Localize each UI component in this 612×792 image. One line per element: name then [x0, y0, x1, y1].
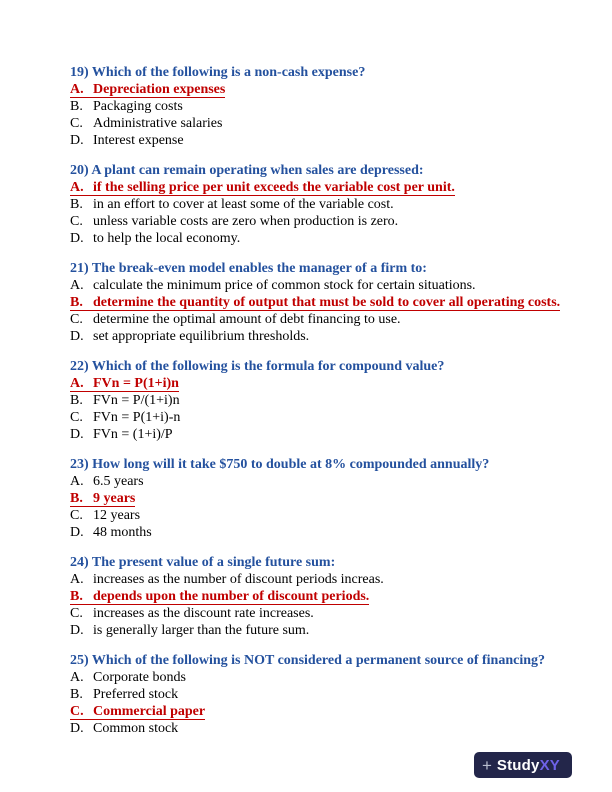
- question-number: 21): [70, 261, 89, 276]
- question-title: [70, 64, 570, 81]
- answer-option: [70, 132, 570, 149]
- answer-option: [70, 277, 570, 294]
- option-text: Packaging costs: [93, 99, 183, 114]
- answer-option: [70, 409, 570, 426]
- option-letter: B.: [70, 393, 83, 408]
- option-letter: D.: [70, 329, 84, 344]
- option-letter: C.: [70, 508, 83, 523]
- answer-option: [70, 375, 570, 392]
- plus-icon: +: [481, 755, 492, 775]
- option-text: increases as the discount rate increases.: [93, 606, 314, 621]
- option-text: set appropriate equilibrium thresholds.: [93, 329, 310, 344]
- question-title: [70, 554, 570, 571]
- option-letter: D.: [70, 231, 84, 246]
- question-number: 22): [70, 359, 89, 374]
- option-letter: C.: [70, 704, 84, 719]
- question-number: 20): [70, 163, 89, 178]
- option-letter: A.: [70, 474, 84, 489]
- option-letter: B.: [70, 589, 83, 604]
- answer-option: [70, 622, 570, 639]
- option-text: calculate the minimum price of common stock for certain situations.: [93, 278, 476, 293]
- question-text: The present value of a single future sum:: [91, 555, 336, 570]
- question-title: [70, 358, 570, 375]
- option-text: depends upon the number of discount periods.: [93, 589, 370, 604]
- option-letter: D.: [70, 721, 84, 736]
- option-letter: C.: [70, 410, 83, 425]
- answer-option: [70, 230, 570, 247]
- question-title: [70, 260, 570, 277]
- question-text: Which of the following is a non-cash expense?: [91, 65, 366, 80]
- answer-option: [70, 507, 570, 524]
- option-text: FVn = P(1+i)n: [93, 376, 179, 391]
- answer-option: [70, 686, 570, 703]
- question-number: 19): [70, 65, 89, 80]
- option-text: FVn = P(1+i)-n: [93, 410, 181, 425]
- question-block: [70, 162, 570, 247]
- option-letter: C.: [70, 214, 83, 229]
- option-letter: B.: [70, 687, 83, 702]
- option-text: Preferred stock: [93, 687, 179, 702]
- question-number: 25): [70, 653, 89, 668]
- option-letter: D.: [70, 133, 84, 148]
- question-title: [70, 652, 570, 669]
- answer-option: [70, 588, 570, 605]
- option-text: determine the quantity of output that must be sold to cover all operating costs.: [93, 295, 561, 310]
- option-text: determine the optimal amount of debt financing to use.: [93, 312, 401, 327]
- option-letter: A.: [70, 278, 84, 293]
- question-title: [70, 162, 570, 179]
- answer-option: [70, 294, 570, 311]
- option-letter: A.: [70, 376, 84, 391]
- question-number: 23): [70, 457, 89, 472]
- option-text: increases as the number of discount periods increas.: [93, 572, 384, 587]
- option-text: Commercial paper: [93, 704, 206, 719]
- question-title: [70, 456, 570, 473]
- option-text: 12 years: [93, 508, 141, 523]
- logo-text-study: Study: [496, 756, 540, 774]
- option-text: Common stock: [93, 721, 179, 736]
- answer-option: [70, 605, 570, 622]
- option-letter: C.: [70, 312, 83, 327]
- answer-option: [70, 392, 570, 409]
- answer-option: [70, 703, 570, 720]
- option-letter: C.: [70, 116, 83, 131]
- option-letter: C.: [70, 606, 83, 621]
- option-text: unless variable costs are zero when production is zero.: [93, 214, 399, 229]
- question-block: [70, 64, 570, 149]
- option-letter: A.: [70, 572, 84, 587]
- option-letter: A.: [70, 82, 84, 97]
- option-letter: B.: [70, 197, 83, 212]
- option-letter: A.: [70, 180, 84, 195]
- studyxy-logo: [474, 752, 572, 778]
- option-text: 6.5 years: [93, 474, 144, 489]
- option-text: FVn = P/(1+i)n: [93, 393, 180, 408]
- logo-text-xy: XY: [539, 756, 560, 774]
- answer-option: [70, 669, 570, 686]
- question-text: The break-even model enables the manager of a firm to:: [91, 261, 427, 276]
- option-text: Administrative salaries: [93, 116, 223, 131]
- option-text: to help the local economy.: [93, 231, 241, 246]
- answer-option: [70, 426, 570, 443]
- answer-option: [70, 524, 570, 541]
- question-block: [70, 652, 570, 737]
- option-text: Corporate bonds: [93, 670, 186, 685]
- option-text: in an effort to cover at least some of the variable cost.: [93, 197, 394, 212]
- option-text: FVn = (1+i)/P: [93, 427, 173, 442]
- answer-option: [70, 571, 570, 588]
- option-letter: A.: [70, 670, 84, 685]
- answer-option: [70, 720, 570, 737]
- option-text: 48 months: [93, 525, 152, 540]
- answer-option: [70, 115, 570, 132]
- option-letter: B.: [70, 491, 83, 506]
- option-letter: B.: [70, 295, 83, 310]
- question-text: How long will it take $750 to double at 8% compounded annually?: [92, 457, 490, 472]
- option-text: is generally larger than the future sum.: [93, 623, 310, 638]
- answer-option: [70, 179, 570, 196]
- answer-option: [70, 213, 570, 230]
- option-letter: B.: [70, 99, 83, 114]
- question-text: Which of the following is NOT considered a permanent source of financing?: [91, 653, 545, 668]
- question-block: [70, 456, 570, 541]
- option-text: if the selling price per unit exceeds the variable cost per unit.: [93, 180, 455, 195]
- option-letter: D.: [70, 623, 84, 638]
- answer-option: [70, 196, 570, 213]
- question-number: 24): [70, 555, 89, 570]
- answer-option: [70, 98, 570, 115]
- option-letter: D.: [70, 427, 84, 442]
- answer-option: [70, 473, 570, 490]
- option-text: 9 years: [93, 491, 136, 506]
- answer-option: [70, 311, 570, 328]
- logo-text: [497, 757, 560, 774]
- answer-option: [70, 328, 570, 345]
- option-text: Interest expense: [93, 133, 184, 148]
- question-block: [70, 358, 570, 443]
- answer-option: [70, 81, 570, 98]
- option-text: Depreciation expenses: [93, 82, 226, 97]
- question-text: A plant can remain operating when sales are depressed:: [91, 163, 424, 178]
- option-letter: D.: [70, 525, 84, 540]
- answer-option: [70, 490, 570, 507]
- question-block: [70, 554, 570, 639]
- question-block: [70, 260, 570, 345]
- question-text: Which of the following is the formula for compound value?: [91, 359, 445, 374]
